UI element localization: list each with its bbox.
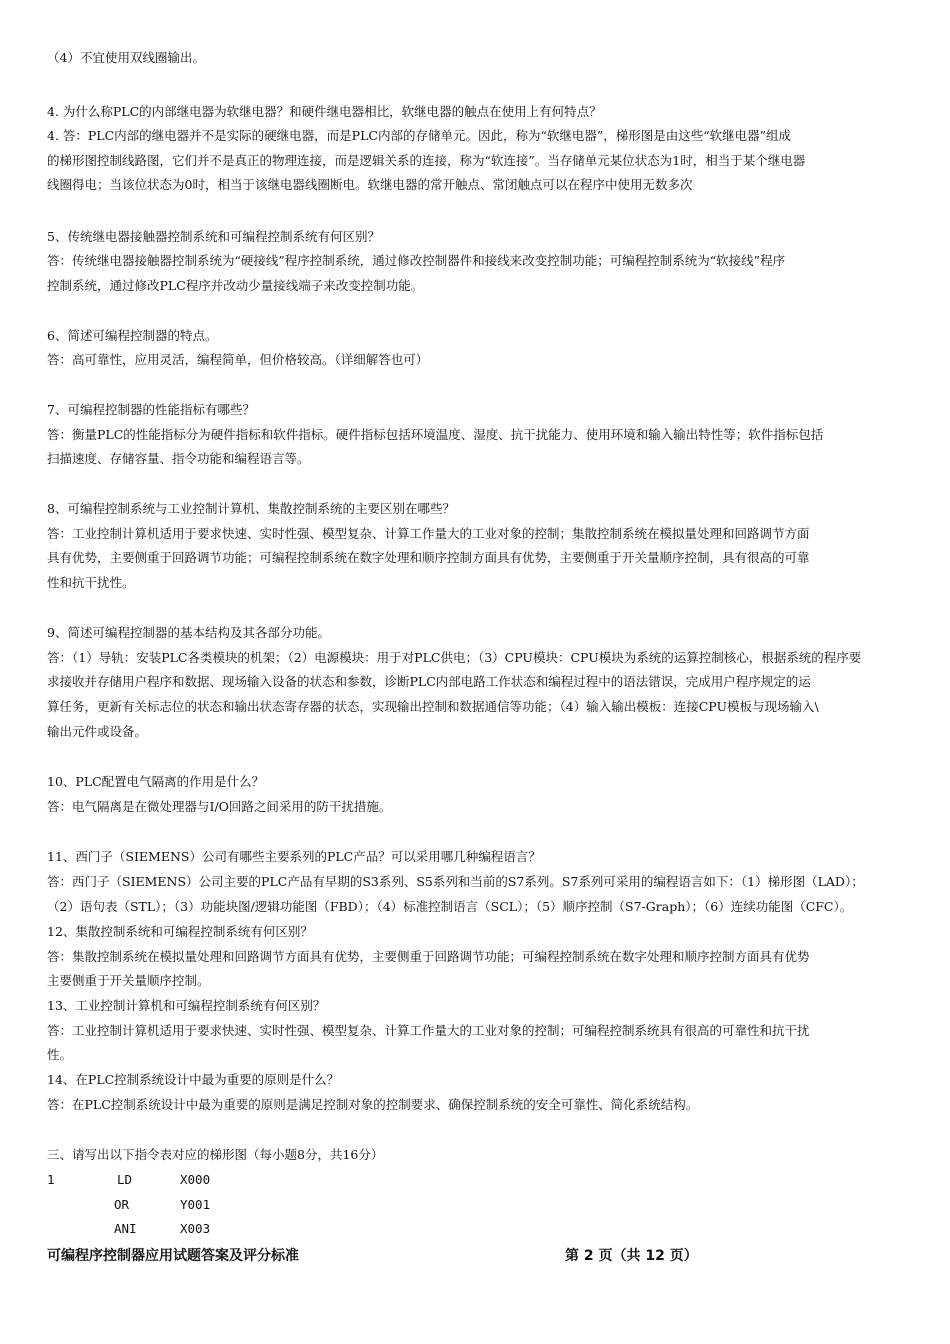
footer-title: 可编程序控制器应用试题答案及评分标准 (47, 1248, 299, 1264)
q12-answer-line: 主要侧重于开关量顺序控制。 (47, 973, 210, 988)
q4-question: 4. 为什么称PLC的内部继电器为软继电器？和硬件继电器相比，软继电器的触点在使用上有何特点？ (47, 104, 602, 119)
q10-question: 10、PLC配置电气隔离的作用是什么？ (47, 774, 265, 789)
q8-answer-line: 答：工业控制计算机适用于要求快速、实时性强、模型复杂、计算工作量大的工业对象的控制；集散控制系统在模拟量处理和回路调节方面 (47, 526, 810, 541)
q5-answer-line: 答：传统继电器接触器控制系统为“硬接线”程序控制系统，通过修改控制器件和接线来改变控制功能；可编程控制系统为“软接线”程序 (47, 253, 786, 268)
q10-answer-line: 答：电气隔离是在微处理器与I/O回路之间采用的防干扰措施。 (47, 799, 392, 814)
q5-question: 5、传统继电器接触器控制系统和可编程控制系统有何区别？ (47, 229, 380, 244)
q12-question: 12、集散控制系统和可编程控制系统有何区别？ (47, 924, 313, 939)
q14-answer-line: 答：在PLC控制系统设计中最为重要的原则是满足控制对象的控制要求、确保控制系统的安全可靠性、简化系统结构。 (47, 1097, 699, 1112)
q13-answer-line: 答：工业控制计算机适用于要求快速、实时性强、模型复杂、计算工作量大的工业对象的控制；可编程控制系统具有很高的可靠性和抗干扰 (47, 1023, 810, 1038)
q8-question: 8、可编程控制系统与工业控制计算机、集散控制系统的主要区别在哪些？ (47, 501, 455, 516)
q8-answer-line: 性和抗干扰性。 (47, 575, 135, 590)
q9-question: 9、简述可编程控制器的基本结构及其各部分功能。 (47, 625, 330, 640)
footer-page-number: 第 2 页（共 12 页） (565, 1248, 698, 1264)
problem-number: 1 (47, 1172, 55, 1187)
instruction-operand: X000 (180, 1172, 211, 1187)
q11-answer-line: （2）语句表（STL）；（3）功能块图/逻辑功能图（FBD）；（4）标准控制语言（SCL）；（5）顺序控制（S7-Graph）；（6）连续功能图（CFC）。 (47, 899, 853, 914)
q11-answer-line: 答：西门子（SIEMENS）公司主要的PLC产品有早期的S3系列、S5系列和当前的S7系列。S7系列可采用的编程语言如下：（1）梯形图（LAD）； (47, 874, 864, 889)
q9-answer-line: 求接收并存储用户程序和数据、现场输入设备的状态和参数，诊断PLC内部电路工作状态和编程过程中的语法错误，完成用户程序规定的运 (47, 674, 811, 689)
instruction-op: ANI (114, 1221, 137, 1236)
q7-answer-line: 答：衡量PLC的性能指标分为硬件指标和软件指标。硬件指标包括环境温度、湿度、抗干扰能力、使用环境和输入输出特性等；软件指标包括 (47, 427, 824, 442)
q13-question: 13、工业控制计算机和可编程控制系统有何区别？ (47, 998, 326, 1013)
q13-answer-line: 性。 (47, 1047, 73, 1062)
q9-answer-line: 答：（1）导轨：安装PLC各类模块的机架；（2）电源模块：用于对PLC供电；（3）CPU模块：CPU模块为系统的运算控制核心，根据系统的程序要 (47, 650, 862, 665)
q6-question: 6、简述可编程控制器的特点。 (47, 328, 218, 343)
instruction-operand: X003 (180, 1221, 211, 1236)
q7-question: 7、可编程控制器的性能指标有哪些？ (47, 402, 255, 417)
q5-answer-line: 控制系统，通过修改PLC程序并改动少量接线端子来改变控制功能。 (47, 278, 424, 293)
intro-line: （4）不宜使用双线圈输出。 (47, 50, 205, 65)
q12-answer-line: 答：集散控制系统在模拟量处理和回路调节方面具有优势，主要侧重于回路调节功能；可编程控制系统在数字处理和顺序控制方面具有优势 (47, 949, 810, 964)
q4-answer-line: 线圈得电；当该位状态为0时，相当于该继电器线圈断电。软继电器的常开触点、常闭触点可以在程序中使用无数多次 (47, 177, 693, 192)
instruction-op: OR (114, 1197, 130, 1212)
q4-answer-line: 的梯形图控制线路图，它们并不是真正的物理连接，而是逻辑关系的连接，称为“软连接”。当存储单元某位状态为1时，相当于某个继电器 (47, 153, 806, 168)
q6-answer-line: 答：高可靠性，应用灵活，编程简单，但价格较高。（详细解答也可） (47, 352, 429, 367)
q9-answer-line: 输出元件或设备。 (47, 724, 148, 739)
instruction-operand: Y001 (180, 1197, 211, 1212)
q7-answer-line: 扫描速度、存储容量、指令功能和编程语言等。 (47, 451, 310, 466)
q11-question: 11、西门子（SIEMENS）公司有哪些主要系列的PLC产品？可以采用哪几种编程语言？ (47, 849, 541, 864)
section3-heading: 三、请写出以下指令表对应的梯形图（每小题8分，共16分） (47, 1147, 384, 1162)
q4-answer-line: 4. 答：PLC内部的继电器并不是实际的硬继电器，而是PLC内部的存储单元。因此，称为“软继电器”，梯形图是由这些“软继电器”组成 (47, 128, 792, 143)
q14-question: 14、在PLC控制系统设计中最为重要的原则是什么？ (47, 1072, 340, 1087)
instruction-op: LD (117, 1172, 133, 1187)
q9-answer-line: 算任务，更新有关标志位的状态和输出状态寄存器的状态，实现输出控制和数据通信等功能；（4）输入输出模板：连接CPU模板与现场输入\ (47, 699, 819, 714)
q8-answer-line: 具有优势，主要侧重于回路调节功能；可编程控制系统在数字处理和顺序控制方面具有优势，主要侧重于开关量顺序控制，具有很高的可靠 (47, 550, 810, 565)
